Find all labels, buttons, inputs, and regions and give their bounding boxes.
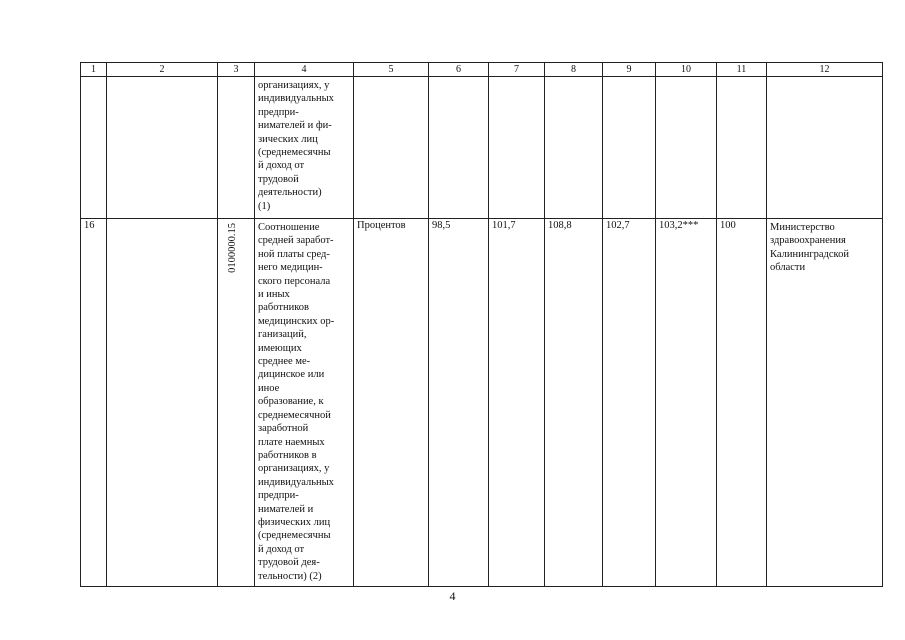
text-line: й доход от <box>258 160 305 172</box>
header-cell: 1 <box>81 63 107 77</box>
text-line: (1) <box>258 200 271 212</box>
cell-col2 <box>107 219 218 587</box>
header-cell: 4 <box>255 63 354 77</box>
cell-unit: Процентов <box>354 219 429 587</box>
text-line: иное <box>258 382 280 394</box>
text-line: Калининградской <box>770 248 849 260</box>
text-line: нимателей и фи- <box>258 120 332 132</box>
text-line: предпри- <box>258 490 299 502</box>
header-cell: 6 <box>429 63 489 77</box>
cell-responsible <box>767 219 883 587</box>
cell-value: 102,7 <box>603 219 656 587</box>
header-cell: 3 <box>218 63 255 77</box>
text-line: него медицин- <box>258 262 323 274</box>
page-number: 4 <box>449 589 456 603</box>
cell-code <box>218 77 255 219</box>
cell-value: 103,2*** <box>656 219 717 587</box>
cell-indicator-name <box>255 77 354 219</box>
text-line: дицинское или <box>258 369 325 381</box>
cell-value <box>545 77 603 219</box>
cell-number: 16 <box>81 219 107 587</box>
cell-code <box>218 219 255 587</box>
text-line: здравоохранения <box>770 235 846 247</box>
cell-value <box>429 77 489 219</box>
text-line: заработной <box>258 423 309 435</box>
cell-indicator-name <box>255 219 354 587</box>
text-line: среднемесячной <box>258 409 331 421</box>
text-line: трудовой <box>258 173 299 185</box>
header-cell: 9 <box>603 63 656 77</box>
cell-responsible <box>767 77 883 219</box>
cell-value: 98,5 <box>429 219 489 587</box>
text-line: ского персонала <box>258 275 331 287</box>
text-line: ганизаций, <box>258 329 307 341</box>
header-cell: 2 <box>107 63 218 77</box>
text-line: средней заработ- <box>258 235 334 247</box>
cell-number <box>81 77 107 219</box>
text-line: нимателей и <box>258 503 314 515</box>
text-line: работников <box>258 302 309 314</box>
text-line: организациях, у <box>258 80 330 91</box>
text-line: трудовой дея- <box>258 557 320 569</box>
cell-value <box>717 77 767 219</box>
text-line: Соотношение <box>258 222 320 233</box>
text-line: индивидуальных <box>258 476 334 488</box>
text-line: плате наемных <box>258 436 325 448</box>
header-cell: 7 <box>489 63 545 77</box>
text-line: среднее ме- <box>258 356 311 368</box>
column-number-row <box>81 63 883 77</box>
text-line: образование, к <box>258 396 324 408</box>
text-line: деятельности) <box>258 187 322 199</box>
header-cell: 11 <box>717 63 767 77</box>
header-cell: 8 <box>545 63 603 77</box>
table-row-continued <box>81 77 883 219</box>
cell-value: 108,8 <box>545 219 603 587</box>
text-line: медицинских ор- <box>258 315 335 327</box>
indicators-table <box>80 62 883 587</box>
cell-col2 <box>107 77 218 219</box>
header-cell: 12 <box>767 63 883 77</box>
text-line: предпри- <box>258 106 299 118</box>
table-row-16 <box>81 219 883 587</box>
text-line: й доход от <box>258 543 305 555</box>
text-line: зических лиц <box>258 133 318 145</box>
cell-value: 100 <box>717 219 767 587</box>
text-line: имеющих <box>258 342 302 354</box>
text-line: (среднемесячны <box>258 530 331 542</box>
text-line: (среднемесячны <box>258 147 331 159</box>
text-line: и иных <box>258 289 290 301</box>
header-cell: 10 <box>656 63 717 77</box>
header-cell: 5 <box>354 63 429 77</box>
cell-value <box>603 77 656 219</box>
text-line: индивидуальных <box>258 93 334 105</box>
text-line: организациях, у <box>258 463 330 475</box>
text-line: тельности) (2) <box>258 570 322 582</box>
cell-value <box>656 77 717 219</box>
text-line: Министерство <box>770 222 835 233</box>
text-line: ной платы сред- <box>258 248 330 260</box>
cell-unit <box>354 77 429 219</box>
code-rotated: 0100000.15 <box>227 223 238 273</box>
text-line: физических лиц <box>258 516 331 528</box>
cell-value: 101,7 <box>489 219 545 587</box>
cell-value <box>489 77 545 219</box>
text-line: области <box>770 262 806 274</box>
text-line: работников в <box>258 449 317 461</box>
